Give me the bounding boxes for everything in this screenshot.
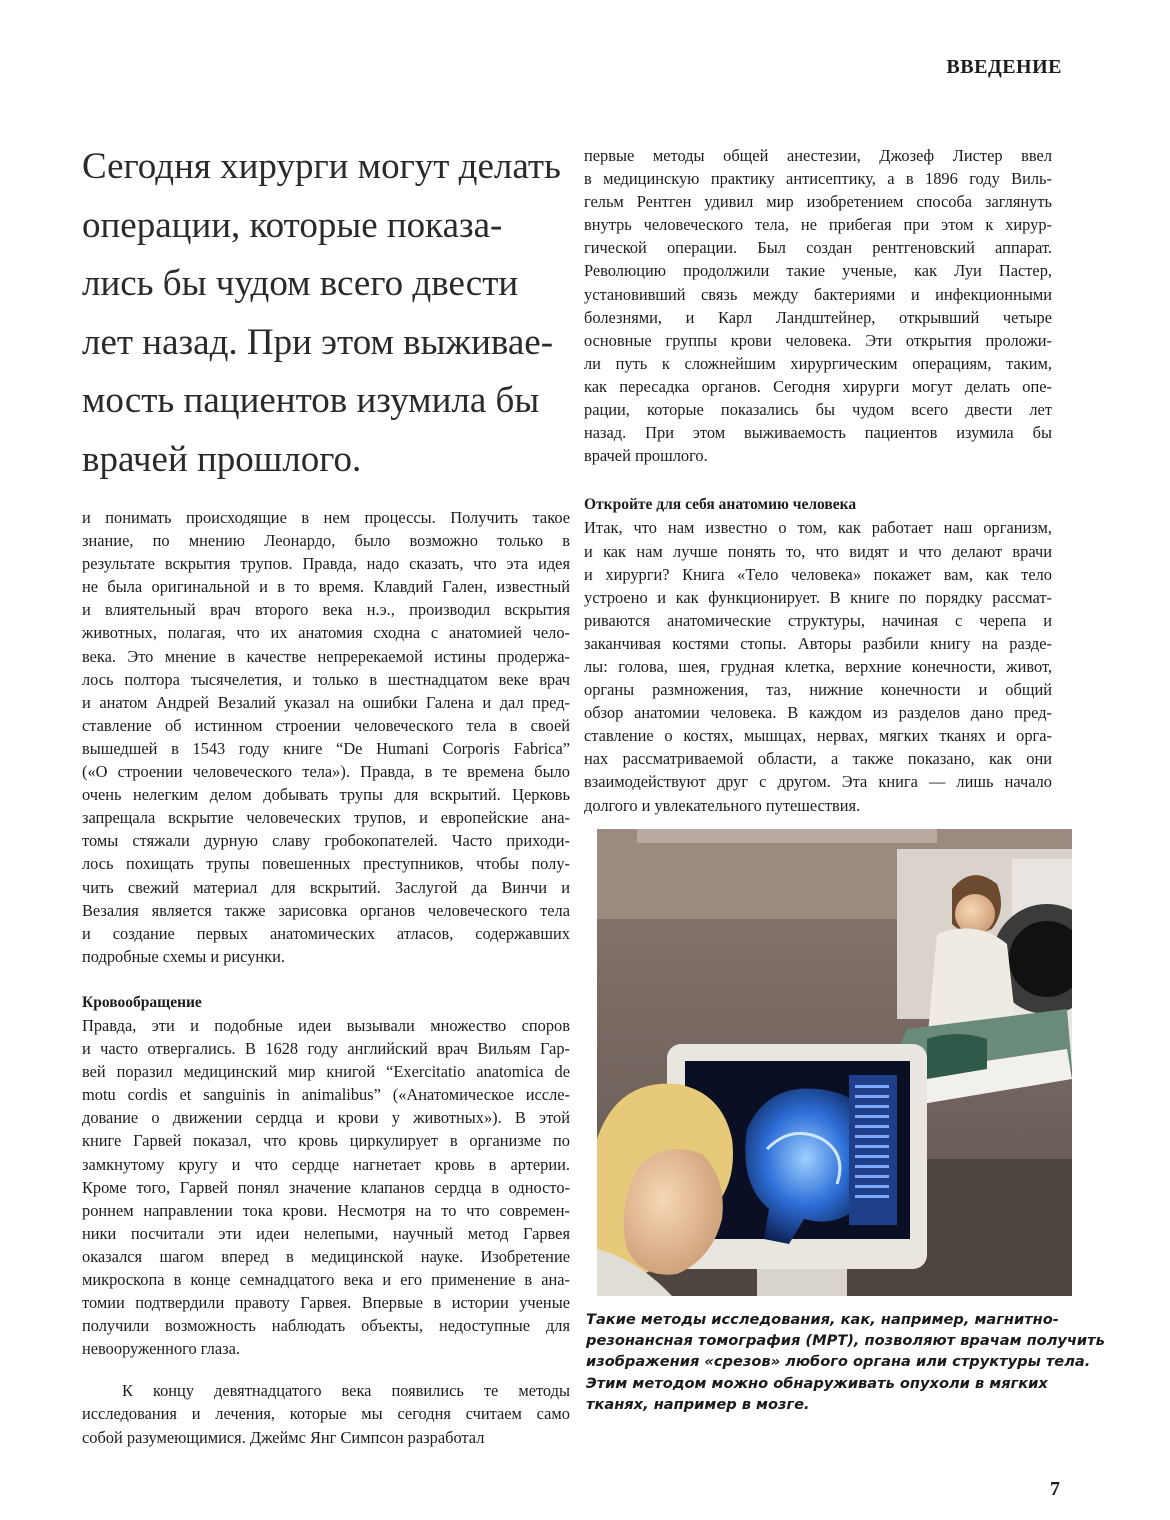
pull-quote-line: мость пациентов изумила бы: [82, 380, 540, 421]
text-line: болезнями, и Карл Ландштейнер, открывший четыре: [584, 307, 1052, 327]
text-line: долгого и увлекательного путешествия.: [584, 795, 861, 815]
text-line: и хирурги? Книга «Тело человека» покажет вам, как тело: [584, 564, 1052, 584]
caption-line: резонансная томография (МРТ), позволяют врачам получить: [586, 1332, 1105, 1350]
caption-line: тканях, например в мозге.: [586, 1395, 810, 1413]
section-heading-circulation: Кровообращение: [82, 993, 202, 1011]
text-line: Везалия является также зарисовка органов человеческого тела: [82, 900, 570, 920]
text-line: получили возможность наблюдать объекты, недоступные для: [82, 1316, 570, 1336]
photo-caption: [586, 1309, 1105, 1415]
text-line: невооруженного глаза.: [82, 1339, 240, 1359]
caption-line: Такие методы исследования, как, например, магнитно-: [586, 1311, 1059, 1328]
text-line: томии подтвердили правоту Гарвея. Впервые в истории ученые: [82, 1293, 570, 1313]
text-line: риваются анатомические структуры, начиная с черепа и: [584, 610, 1052, 630]
text-line: книге Гарвей показал, что кровь циркулирует в организме по: [82, 1131, 570, 1151]
mri-photo-illustration: [597, 829, 1072, 1296]
body-paragraph: [584, 144, 1052, 467]
text-line: ники посчитали эти идеи нелепыми, научный метод Гарвея: [82, 1223, 570, 1243]
text-line: основные группы крови человека. Эти открытия проложи-: [584, 330, 1052, 350]
text-line: и анатом Андрей Везалий указал на ошибки Галена и дал пред-: [82, 692, 570, 712]
text-line: ставление об истинном строении человеческого тела в своей: [82, 715, 570, 735]
text-line: внутрь человеческого тела, не прибегая при этом к хирур-: [584, 215, 1052, 235]
text-line: ли путь к сложнейшим хирургическим операциям, таким,: [584, 353, 1052, 373]
text-line: Кроме того, Гарвей понял значение клапанов сердца в односто-: [82, 1177, 570, 1197]
text-line: как пересадка органов. Сегодня хирурги могут делать опе-: [584, 376, 1052, 396]
text-line: лы: голова, шея, грудная клетка, верхние конечности, живот,: [584, 656, 1052, 676]
mri-photo: [597, 829, 1072, 1296]
text-line: обзор анатомии человека. В каждом из разделов дано пред-: [584, 703, 1052, 723]
text-line: запрещала вскрытие человеческих трупов, и европейские ана-: [82, 808, 570, 828]
page-number: 7: [1050, 1478, 1060, 1500]
text-line: вышедшей в 1543 году книге “De Humani Corporis Fabrica”: [82, 738, 570, 758]
section-heading-anatomy: Откройте для себя анатомию человека: [584, 496, 857, 514]
text-line: назад. При этом выживаемость пациентов изумила бы: [584, 423, 1052, 443]
text-line: гельм Рентген удивил мир изобретением способа заглянуть: [584, 192, 1052, 212]
body-paragraph: [82, 1014, 570, 1360]
text-line: томы стяжали дурную славу гробокопателей. Часто приходи-: [82, 831, 570, 851]
text-line: нах рассматриваемой области, а также показано, как они: [584, 749, 1052, 769]
text-line: и создание первых анатомических атласов, содержавших: [82, 923, 570, 943]
right-column: [584, 144, 1052, 817]
text-line: подробные схемы и рисунки.: [82, 946, 286, 966]
text-line: замкнутому кругу и что сердце нагнетает кровь в артерии.: [82, 1154, 570, 1174]
text-line: К концу девятнадцатого века появились те методы: [122, 1381, 570, 1401]
pull-quote-line: Сегодня хирурги могут делать: [82, 146, 561, 187]
text-line: результате вскрытия трупов. Правда, надо сказать, что эта идея: [82, 554, 570, 574]
text-line: животных, полагая, что их анатомия сходна с анатомией чело-: [82, 623, 570, 643]
text-line: лось полтора тысячелетия, и только в шестнадцатом веке врач: [82, 669, 570, 689]
pull-quote-line: операции, которые показа-: [82, 204, 503, 246]
body-paragraph: [584, 516, 1052, 816]
text-line: очень нелегким делом добывать трупы для вскрытий. Церковь: [82, 785, 570, 805]
text-line: Правда, эти и подобные идеи вызывали множество споров: [82, 1015, 570, 1035]
text-line: взаимодействуют друг с другом. Эта книга — лишь начало: [584, 772, 1052, 792]
text-line: установивший связь между бактериями и инфекционными: [584, 284, 1052, 304]
section-label: ВВЕДЕНИЕ: [946, 56, 1062, 78]
text-line: гической операции. Был создан рентгеновский аппарат.: [584, 238, 1052, 258]
text-line: лось похищать трупы повешенных преступников, чтобы полу-: [82, 854, 570, 874]
pull-quote-line: врачей прошлого.: [82, 438, 362, 480]
text-line: дование о движении сердца и крови у животных»). В этой: [82, 1108, 570, 1128]
text-line: роннем направлении тока крови. Несмотря на то что современ-: [82, 1200, 570, 1220]
text-line: знание, по мнению Леонардо, было возможно только в: [82, 531, 570, 551]
pull-quote-line: лет назад. При этом выживае-: [82, 321, 554, 363]
text-line: не была оригинальной и в то время. Клавдий Гален, известный: [82, 577, 570, 597]
body-paragraph: [82, 506, 570, 968]
text-line: и часто отвергались. В 1628 году английский врач Вильям Гар-: [82, 1039, 570, 1059]
text-line: и как нам лучше понять то, что видят и что делают врачи: [584, 541, 1052, 561]
text-line: («О строении человеческого тела»). Правда, в те времена было: [82, 762, 570, 782]
text-line: микроскопа в конце семнадцатого века и его применение в ана-: [82, 1270, 570, 1289]
text-line: чить свежий материал для вскрытий. Заслугой да Винчи и: [82, 877, 570, 897]
text-line: века. Это мнение в качестве непререкаемой истины продержа-: [82, 646, 570, 666]
text-line: устроено и как функционирует. В книге по порядку рассмат-: [584, 587, 1052, 607]
left-column: [82, 506, 570, 1449]
text-line: собой разумеющимися. Джеймс Янг Симпсон разработал: [82, 1427, 485, 1447]
pull-quote-line: лись бы чудом всего двести: [82, 263, 519, 304]
text-line: рации, которые показались бы чудом всего двести лет: [584, 400, 1052, 420]
text-line: вей поразил медицинский мир книгой “Exercitatio anatomica de: [82, 1062, 570, 1082]
text-line: Революцию продолжили такие ученые, как Луи Пастер,: [584, 261, 1052, 281]
text-line: Итак, что нам известно о том, как работает наш организм,: [584, 518, 1052, 538]
text-line: и понимать происходящие в нем процессы. Получить такое: [82, 508, 570, 527]
text-line: и влиятельный врач второго века н.э., производил вскрытия: [82, 600, 570, 620]
text-line: первые методы общей анестезии, Джозеф Листер ввел: [584, 146, 1052, 165]
body-paragraph: [82, 1379, 570, 1448]
text-line: в медицинскую практику антисептику, а в 1896 году Виль-: [584, 169, 1052, 189]
caption-line: Этим методом можно обнаруживать опухоли в мягких: [586, 1374, 1048, 1392]
caption-line: изображения «срезов» любого органа или структуры тела.: [586, 1353, 1091, 1371]
text-line: органы размножения, таз, нижние конечности и общий: [584, 680, 1052, 700]
text-line: врачей прошлого.: [584, 446, 708, 466]
text-line: ставление о костях, мышцах, нервах, мягких тканях и орга-: [584, 726, 1052, 746]
text-line: заканчивая костями стопы. Авторы разбили книгу на разде-: [584, 633, 1052, 653]
pull-quote: [82, 138, 562, 489]
text-line: исследования и лечения, которые мы сегодня считаем само: [82, 1404, 570, 1424]
text-line: motu cordis et sanguinis in animalibus” («Анатомическое иссле-: [82, 1085, 570, 1105]
text-line: оказался шагом вперед в медицинской науке. Изобретение: [82, 1246, 570, 1266]
